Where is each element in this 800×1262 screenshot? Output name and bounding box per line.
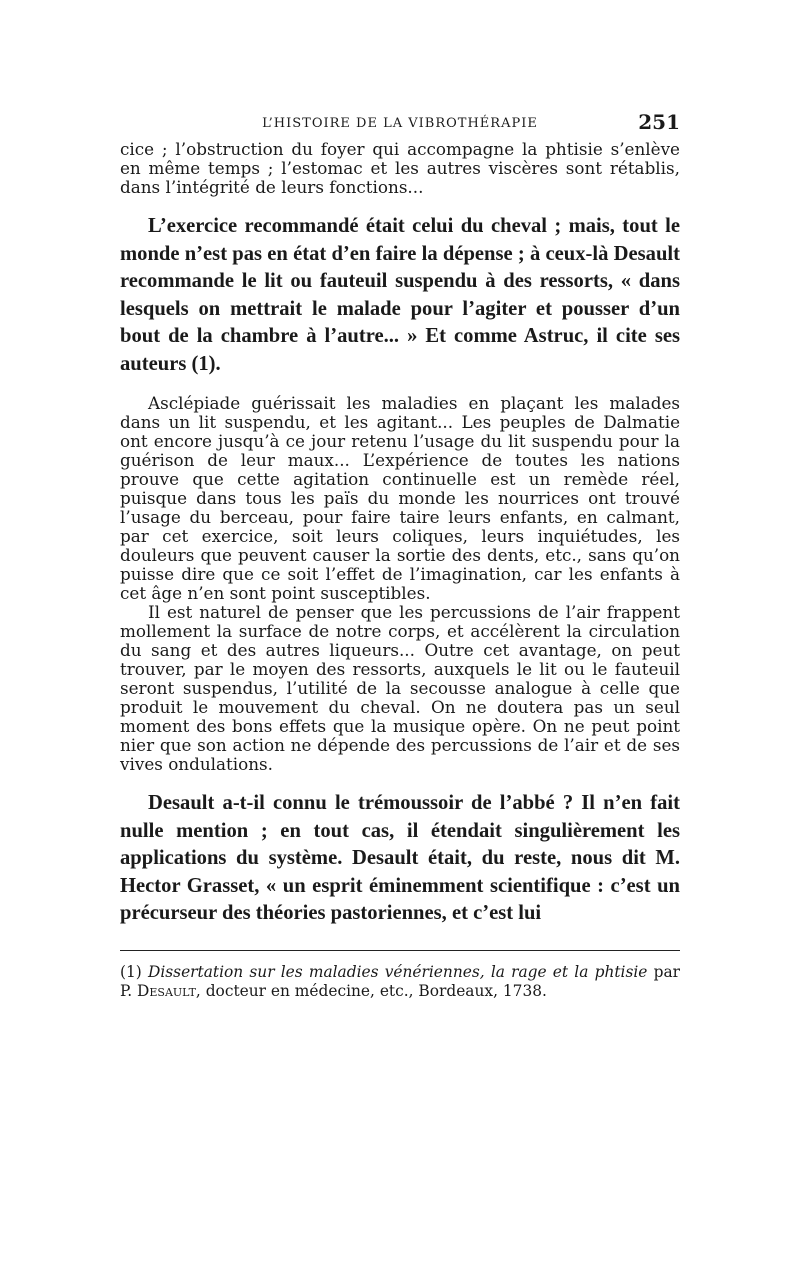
- paragraph-tremoussoir: Desault a-t-il connu le trémoussoir de l’abbé ? Il n’en fait nulle mention ; en tout cas, il étendait singulièrement les applications du système. Desault était, du reste, nous dit M. Hector Grasset, « un esprit éminemment scientifique : c’est un précurseur des théories pastoriennes, et c’est lui: [120, 792, 680, 924]
- footnote-rule: [120, 950, 680, 951]
- paragraph-desault-exercise: L’exercice recommandé était celui du cheval ; mais, tout le monde n’est pas en état d’en faire la dépense ; à ceux-là Desault recommande le lit ou fauteuil suspendu à des ressorts, « dans lesquels on mettrait le malade pour l’agiter et pousser d’un bout de la chambre à l’autre... » Et comme Astruc, il cite ses auteurs (1).: [120, 215, 680, 375]
- footnote: [120, 963, 680, 1001]
- running-head: [120, 110, 680, 138]
- footnote-by: par P.: [120, 962, 680, 1000]
- quotation-asclepiade: Asclépiade guérissait les maladies en plaçant les malades dans un lit suspendu, et les agitant... Les peuples de Dalmatie ont encore jusqu’à ce jour retenu l’usage du lit suspendu pour la guérison de leur maux... L’expérience de toutes les nations prouve que cette agitation continuelle est un remède réel, puisque dans tous les païs du monde les nourrices ont trouvé l’usage du berceau, pour faire taire leurs enfants, en calmant, par cet exercice, soit leurs coliques, leurs inquiétudes, les douleurs que peuvent causer la sortie des dents, etc., sans qu’on puisse dire que ce soit l’effet de l’imagination, car les enfants à cet âge n’en sont point susceptibles.: [120, 393, 680, 603]
- quotation-percussions: Il est naturel de penser que les percussions de l’air frappent mollement la surface de notre corps, et accélèrent la circulation du sang et des autres liqueurs... Outre cet avantage, on peut trouver, par le moyen des ressorts, auxquels le lit ou le fauteuil seront suspendus, l’utilité de la secousse analogue à celle que produit le mouvement du cheval. On ne doutera pas un seul moment des bons effets que la musique opère. On ne peut point nier que son action ne dépende des percussions de l’air et de ses vives ondulations.: [120, 602, 680, 774]
- footnote-title: Dissertation sur les maladies vénériennes, la rage et la phtisie: [148, 962, 648, 981]
- footnote-author: Desault: [137, 981, 196, 1000]
- footnote-marker: (1): [120, 962, 142, 981]
- running-title: L’HISTOIRE DE LA VIBROTHÉRAPIE: [262, 116, 538, 131]
- page-number: 251: [638, 110, 680, 134]
- footnote-rest: , docteur en médecine, etc., Bordeaux, 1738.: [195, 981, 547, 1000]
- book-page: [120, 110, 680, 1001]
- paragraph-continuation: cice ; l’obstruction du foyer qui accompagne la phtisie s’enlève en même temps ; l’estomac et les autres viscères sont rétablis, dans l’intégrité de leurs fonctions...: [120, 139, 680, 197]
